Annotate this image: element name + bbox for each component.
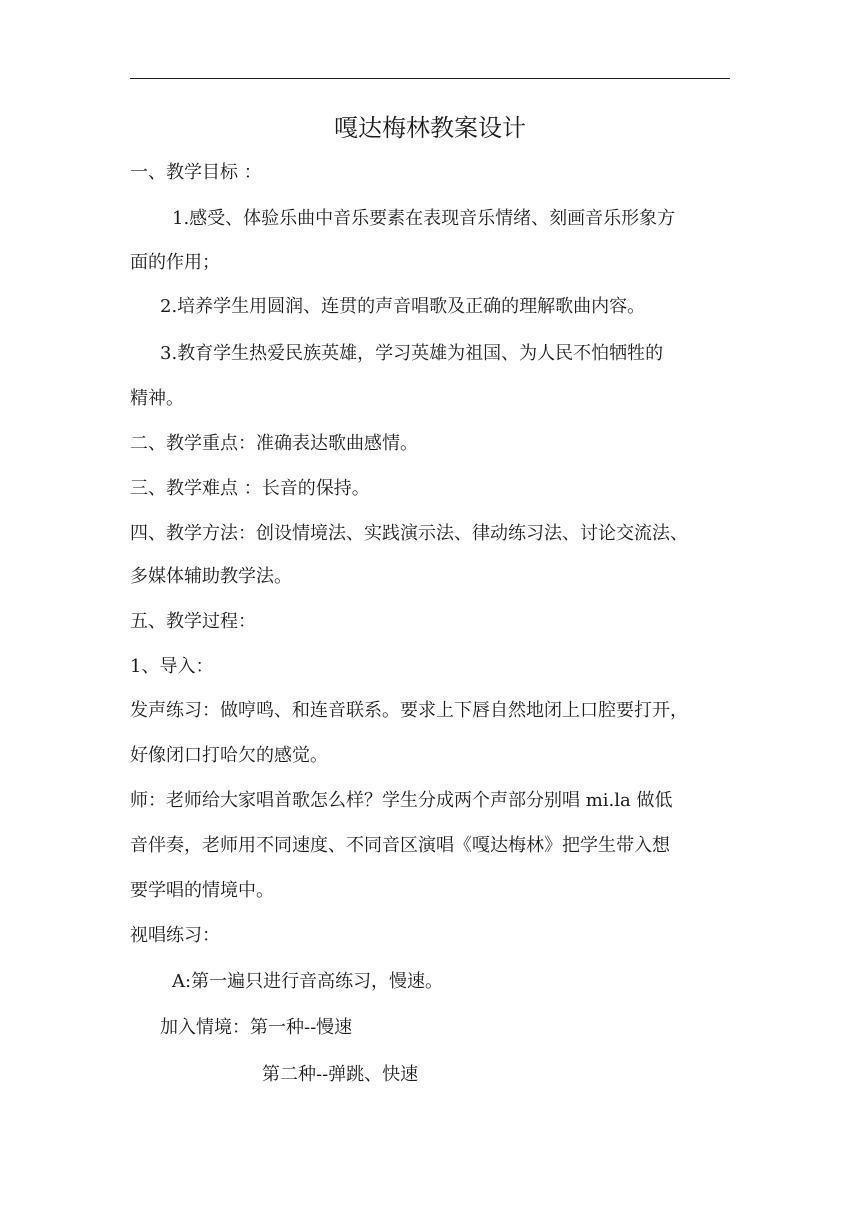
teacher-line-3: 要学唱的情境中。	[130, 880, 274, 901]
section-methods-line-2: 多媒体辅助教学法。	[130, 566, 292, 587]
step-introduction: 1、导入：	[130, 656, 214, 677]
document-title: 嘎达梅林教案设计	[334, 114, 526, 142]
context-type-1: 加入情境：第一种--慢速	[160, 1017, 353, 1038]
sight-singing-a: A:第一遍只进行音高练习，慢速。	[172, 971, 444, 992]
vocal-practice-line-2: 好像闭口打哈欠的感觉。	[130, 745, 328, 766]
objective-2: 2.培养学生用圆润、连贯的声音唱歌及正确的理解歌曲内容。	[160, 296, 646, 317]
objective-3-line-2: 精神。	[130, 388, 184, 409]
section-teaching-objectives: 一、教学目标 ：	[130, 162, 262, 183]
objective-1-line-1: 1.感受、体验乐曲中音乐要素在表现音乐情绪、刻画音乐形象方	[172, 208, 676, 229]
teacher-line-1: 师：老师给大家唱首歌怎么样？学生分成两个声部分别唱 mi.la 做低	[130, 790, 673, 811]
section-difficulties: 三、教学难点 ：长音的保持。	[130, 478, 370, 499]
context-type-2: 第二种--弹跳、快速	[262, 1064, 419, 1085]
section-methods-line-1: 四、教学方法：创设情境法、实践演示法、律动练习法、讨论交流法、	[130, 523, 688, 544]
vocal-practice-line-1: 发声练习：做哼鸣、和连音联系。要求上下唇自然地闭上口腔要打开，	[130, 700, 688, 721]
objective-3-line-1: 3.教育学生热爱民族英雄，学习英雄为祖国、为人民不怕牺牲的	[160, 343, 664, 364]
header-rule	[130, 78, 730, 79]
sight-singing-heading: 视唱练习：	[130, 925, 220, 946]
teacher-line-2: 音伴奏，老师用不同速度、不同音区演唱《嘎达梅林》把学生带入想	[130, 835, 670, 856]
section-key-points: 二、教学重点：准确表达歌曲感情。	[130, 433, 418, 454]
objective-1-line-2: 面的作用；	[130, 252, 220, 273]
section-process: 五、教学过程：	[130, 611, 256, 632]
